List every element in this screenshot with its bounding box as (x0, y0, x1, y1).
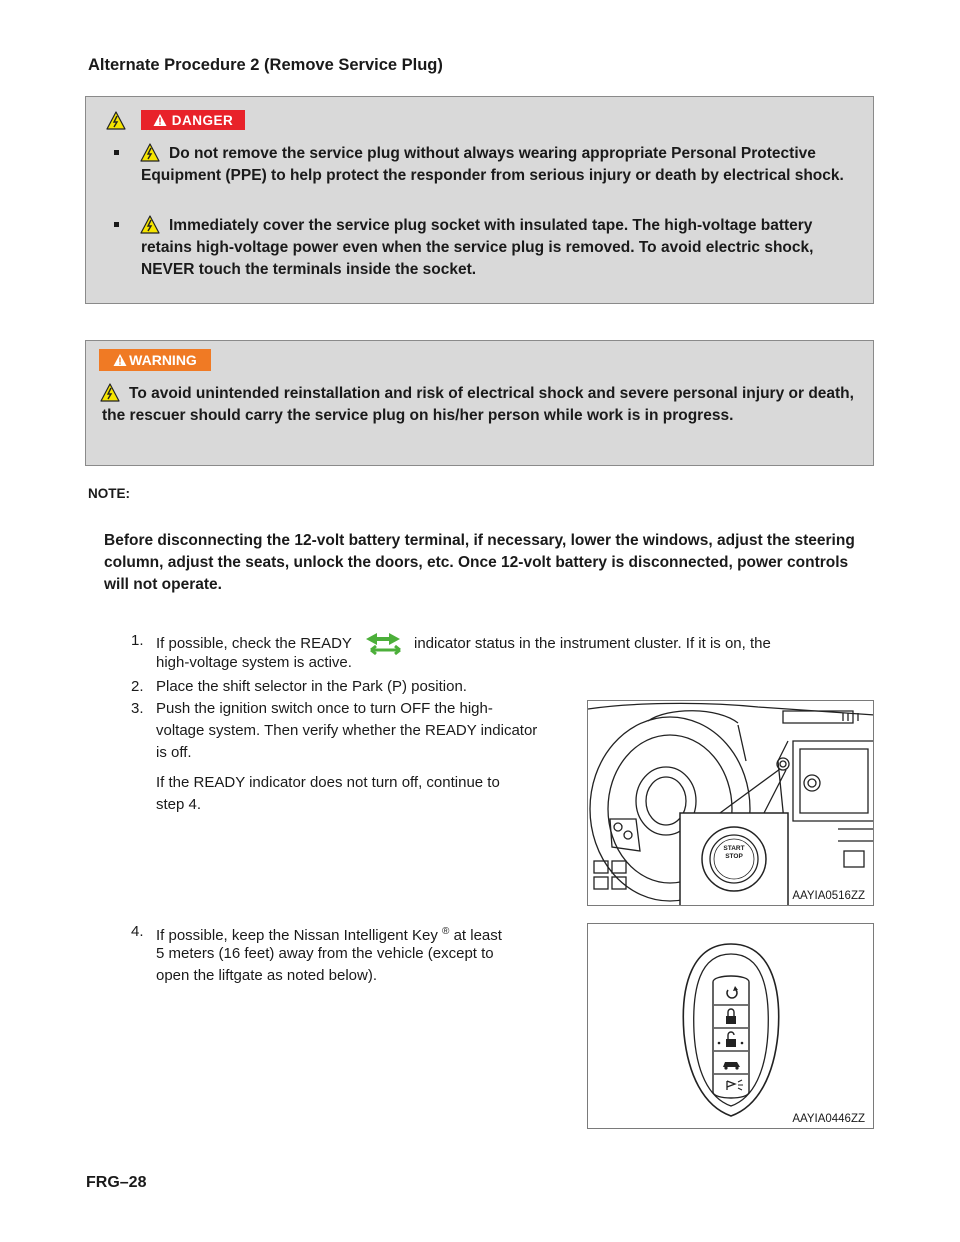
figure-code: AAYIA0516ZZ (792, 890, 865, 902)
step-text-line: open the liftgate as noted below). (156, 967, 377, 984)
ignition-switch-figure (587, 700, 874, 906)
warning-triangle-icon (113, 353, 127, 367)
step-text-line: step 4. (156, 796, 202, 813)
intelligent-key-figure (587, 923, 874, 1129)
step-text-before: If possible, check the READY (156, 635, 352, 652)
step-number: 3. (131, 700, 144, 717)
page-number: FRG–28 (86, 1174, 147, 1191)
step-text-line: voltage system. Then verify whether the READY indicator (156, 722, 538, 739)
note-label: NOTE: (88, 486, 130, 501)
high-voltage-warning-icon (106, 111, 126, 131)
danger-item-text: Immediately cover the service plug socket with insulated tape. The high-voltage battery retains high-voltage power even when the service plug is removed. To avoid electric shock, NEVER touch the terminals inside the socket. (141, 217, 814, 278)
step-text-line: If the READY indicator does not turn off, continue to (156, 774, 500, 791)
danger-label: DANGER (171, 112, 234, 128)
ready-indicator-icon (362, 630, 404, 656)
dashboard-illustration (588, 701, 874, 906)
section-title: Alternate Procedure 2 (Remove Service Plug) (88, 56, 443, 74)
bullet-marker (114, 222, 119, 227)
bullet-marker (114, 150, 119, 155)
key-fob-illustration (588, 924, 874, 1129)
registered-mark: ® (442, 926, 450, 937)
step-text-line: high-voltage system is active. (156, 654, 352, 671)
warning-text: To avoid unintended reinstallation and risk of electrical shock and severe personal injury or death, the rescuer should carry the service plug on his/her person while work is in progress. (102, 385, 854, 424)
step-text-line: Push the ignition switch once to turn OFF the high- (156, 700, 493, 717)
step-number: 1. (131, 632, 144, 649)
step-text-line: is off. (156, 744, 192, 761)
warning-label: WARNING (129, 352, 197, 368)
note-text: Before disconnecting the 12-volt battery terminal, if necessary, lower the windows, adjust the steering column, adjust the seats, unlock the doors, etc. Once 12-volt battery is disconnected, power controls will not operate. (104, 532, 855, 593)
start-stop-label: STOP (725, 853, 743, 860)
warning-badge (99, 349, 211, 371)
danger-box (85, 96, 874, 304)
figure-code: AAYIA0446ZZ (792, 1113, 865, 1125)
step-text-before: If possible, keep the Nissan Intelligent Key (156, 927, 438, 944)
danger-badge (141, 110, 245, 130)
step-text-after: indicator status in the instrument cluster. If it is on, the (414, 635, 771, 652)
step-number: 4. (131, 923, 144, 940)
start-stop-label: START (723, 845, 745, 852)
warning-box (85, 340, 874, 466)
step-number: 2. (131, 678, 144, 695)
step-text-after: at least (453, 927, 502, 944)
step-text: Place the shift selector in the Park (P) position. (156, 678, 467, 695)
danger-item-text: Do not remove the service plug without always wearing appropriate Personal Protective Equipment (PPE) to help protect the responder from serious injury or death by electrical shock. (141, 145, 844, 184)
danger-triangle-icon (153, 113, 167, 127)
step-text-line: 5 meters (16 feet) away from the vehicle (except to (156, 945, 494, 962)
